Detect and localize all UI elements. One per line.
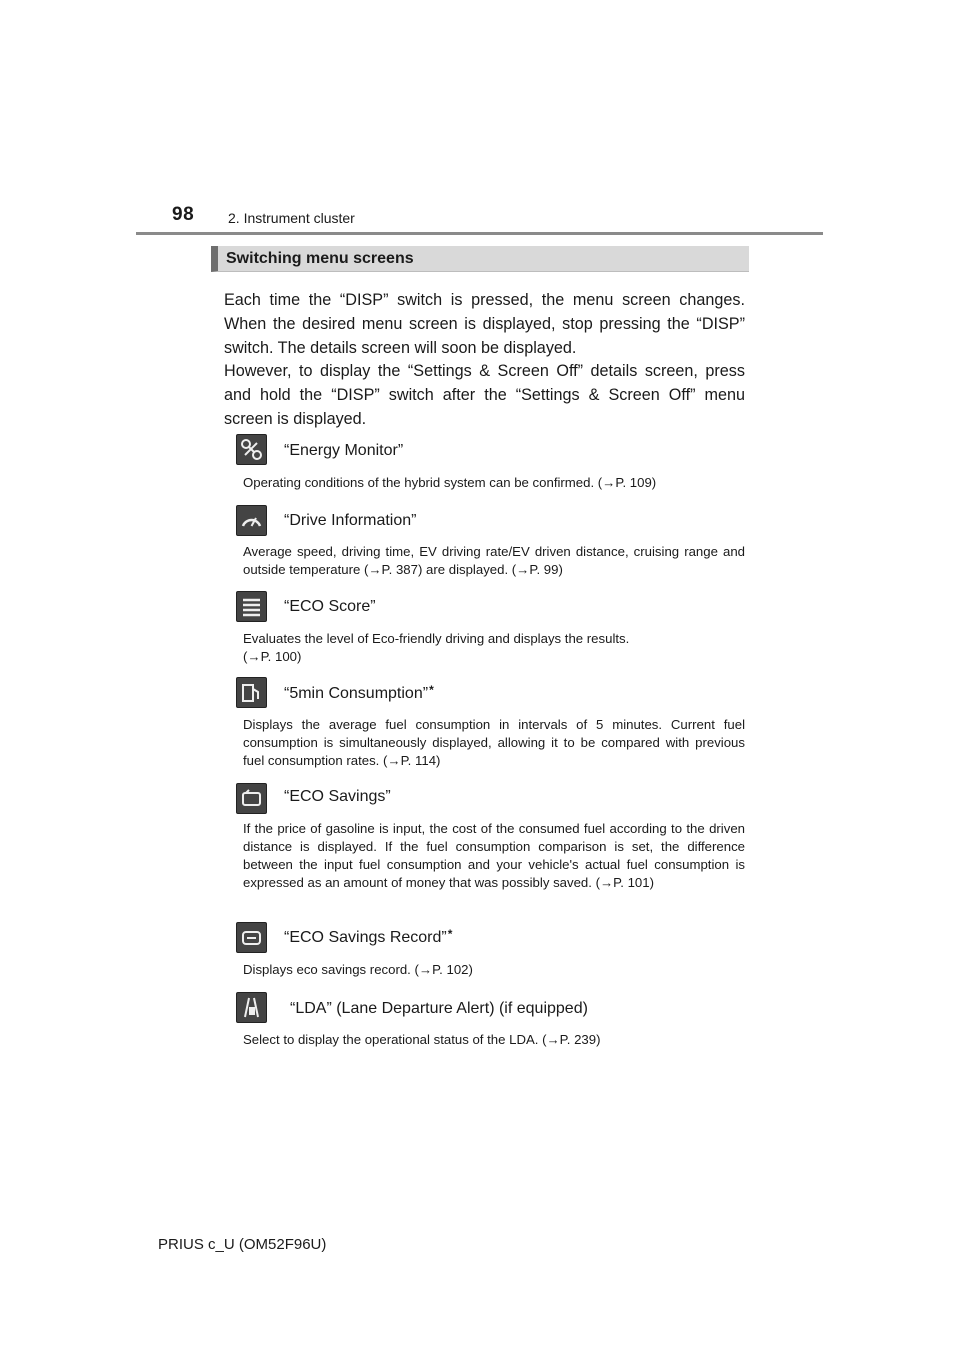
menu-item-label: “LDA” (Lane Departure Alert) (if equipped): [290, 1000, 588, 1017]
menu-item-label: “ECO Savings”: [284, 788, 391, 805]
menu-item-description: If the price of gasoline is input, the cost of the consumed fuel according to the driven distance is displayed. If the fuel consumption comparison is set, the difference between the input fuel consumption and your vehicle's actual fuel consumption is expressed as an amount of money that was possibly saved. (→P. 101): [243, 821, 745, 890]
page-number: 98: [172, 204, 195, 225]
section-title: 2. Instrument cluster: [228, 210, 355, 226]
lane-departure-alert-icon: [236, 992, 267, 1023]
menu-item-description: Displays eco savings record. (→P. 102): [243, 962, 473, 977]
eco-savings-icon: [236, 783, 267, 814]
menu-item-label: “ECO Savings Record”*: [284, 927, 453, 946]
menu-item-description: Operating conditions of the hybrid system can be confirmed. (→P. 109): [243, 475, 657, 490]
menu-item-label: “Energy Monitor”: [284, 442, 404, 459]
drive-information-icon: [236, 505, 267, 536]
menu-item-description: Average speed, driving time, EV driving rate/EV driven distance, cruising range and outside temperature (→P. 387) are displayed. (→P. 99): [243, 544, 745, 577]
section-heading: Switching menu screens: [211, 246, 749, 272]
eco-savings-record-icon: [236, 922, 267, 953]
menu-item-description: Evaluates the level of Eco-friendly driving and displays the results. (→P. 100): [243, 631, 630, 664]
intro-paragraph: Each time the “DISP” switch is pressed, the menu screen changes. When the desired menu screen is displayed, stop pressing the “DISP” switch. The details screen will soon be displayed.: [224, 291, 745, 357]
menu-item-description: Select to display the operational status of the LDA. (→P. 239): [243, 1032, 601, 1047]
menu-item-label: “Drive Information”: [284, 512, 417, 529]
energy-monitor-icon: [236, 434, 267, 465]
header-rule: [136, 232, 823, 235]
intro-paragraph: However, to display the “Settings & Screen Off” details screen, press and hold the “DISP” switch after the “Settings & Screen Off” menu screen is displayed.: [224, 362, 745, 428]
fuel-consumption-icon: [236, 677, 267, 708]
menu-item-label: “ECO Score”: [284, 598, 376, 615]
footer-model-code: PRIUS c_U (OM52F96U): [158, 1236, 327, 1253]
menu-item-description: Displays the average fuel consumption in intervals of 5 minutes. Current fuel consumption is simultaneously displayed, allowing it to be compared with previous fuel consumption rates. (→P. 114): [243, 717, 745, 768]
eco-score-icon: [236, 591, 267, 622]
menu-item-label: “5min Consumption”*: [284, 683, 434, 702]
